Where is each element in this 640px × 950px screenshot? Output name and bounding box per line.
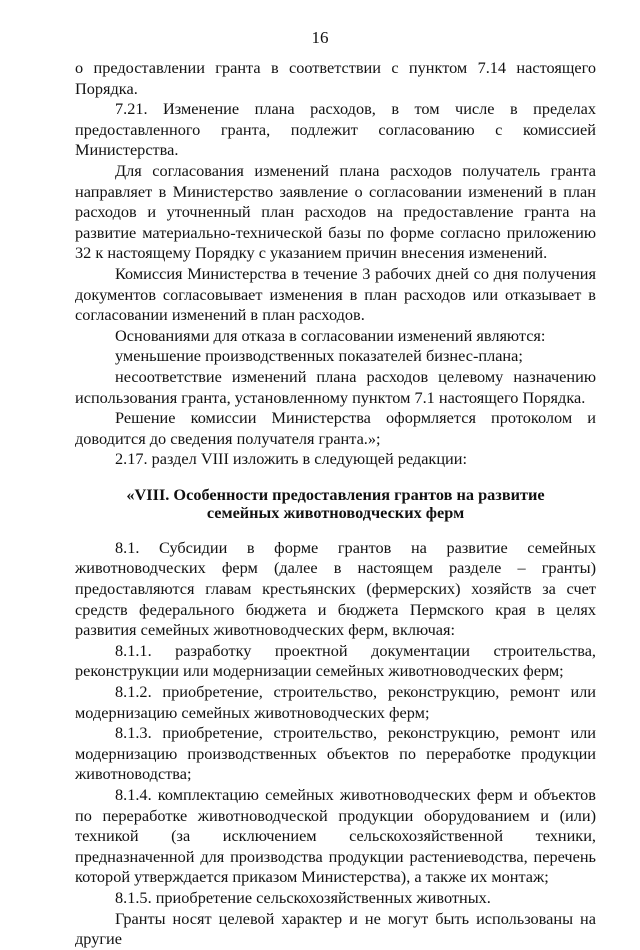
paragraph: несоответствие изменений плана расходов целевому назначению использования гранта, установленному пунктом 7.1 настоящего Порядка. (75, 366, 596, 407)
paragraph: 2.17. раздел VIII изложить в следующей редакции: (115, 449, 468, 469)
page-number: 16 (311, 28, 329, 47)
paragraph: Решение комиссии Министерства оформляется протоколом и доводится до сведения получателя гранта.»; (75, 408, 596, 448)
section-heading-line: «VIII. Особенности предоставления грантов на развитие (126, 484, 545, 504)
list-item: 8.1.5. приобретение сельскохозяйственных животных. (115, 887, 491, 907)
list-item: 8.1.1. разработку проектной документации строительства, реконструкции или модернизации семейных животноводческих ферм; (75, 640, 596, 681)
paragraph: Основаниями для отказа в согласовании изменений являются: (115, 325, 546, 345)
section-heading-line: семейных животноводческих ферм (206, 502, 465, 522)
paragraph: Для согласования изменений плана расходов получатель гранта направляет в Министерство заявление о согласовании изменений в план расходов и уточненный план расходов на предоставление гранта на развитие материально-технической базы по форме согласно приложению 32 к настоящему Порядку с указанием причин внесения изменений. (75, 160, 596, 263)
list-item: 8.1.2. приобретение, строительство, реконструкцию, ремонт или модернизацию семейных животноводческих ферм; (75, 682, 596, 722)
paragraph: уменьшение производственных показателей бизнес-плана; (115, 346, 523, 366)
list-item: 8.1.3. приобретение, строительство, реконструкцию, ремонт или модернизацию производственных объектов по переработке продукции животноводства; (75, 723, 596, 784)
paragraph: 7.21. Изменение плана расходов, в том числе в пределах предоставленного гранта, подлежит согласованию с комиссией Министерства. (75, 99, 596, 160)
paragraph: Комиссия Министерства в течение 3 рабочих дней со дня получения документов согласовывает изменения в план расходов или отказывает в согласовании изменений в план расходов. (75, 263, 596, 325)
paragraph: 8.1. Субсидии в форме грантов на развитие семейных животноводческих ферм (далее в настоящем разделе – гранты) предоставляются главам крестьянских (фермерских) хозяйств за счет средств федерального бюджета и бюджета Пермского края в целях развития семейных животноводческих ферм, включая: (75, 537, 596, 640)
list-item: 8.1.4. комплектацию семейных животноводческих ферм и объектов по переработке животноводческой продукции оборудованием и (или) техникой (за исключением сельскохозяйственной техники, предназначенной для производства продукции растениеводства, перечень которой утверждается приказом Министерства), а также их монтаж; (75, 785, 596, 887)
paragraph: о предоставлении гранта в соответствии с пунктом 7.14 настоящего Порядка. (75, 58, 596, 98)
section-heading (75, 486, 596, 522)
paragraph: Гранты носят целевой характер и не могут быть использованы на другие (75, 908, 596, 949)
document-body (75, 58, 596, 950)
